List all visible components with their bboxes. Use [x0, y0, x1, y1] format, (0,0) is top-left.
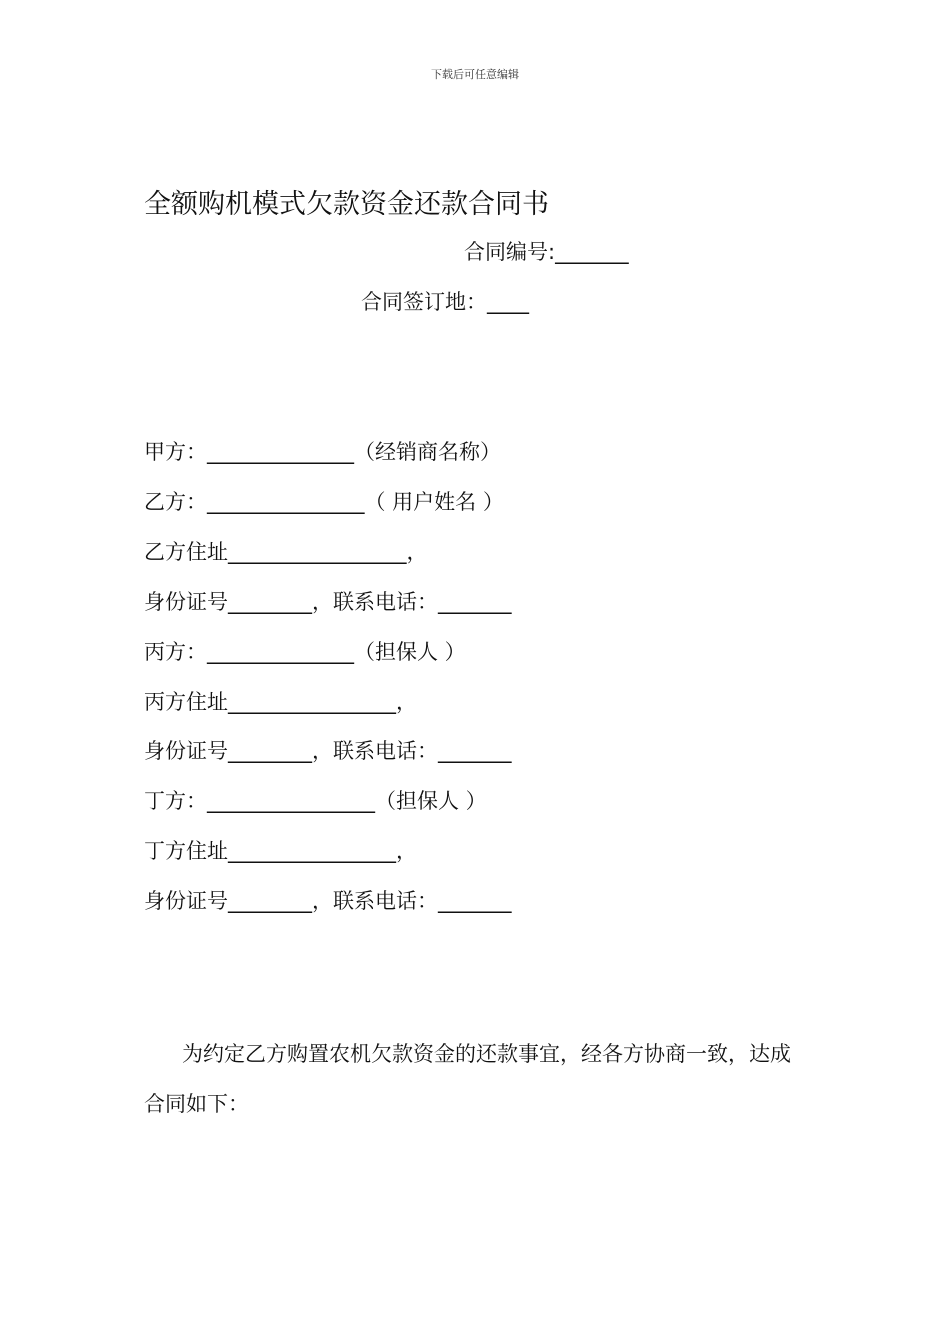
preamble-paragraph: 为约定乙方购置农机欠款资金的还款事宜，经各方协商一致，达成合同如下：	[144, 1042, 791, 1116]
document-title: 全额购机模式欠款资金还款合同书	[144, 189, 549, 220]
party-c-address-line: 丙方住址________________，	[144, 690, 417, 714]
contract-number: 合同编号:_______	[464, 240, 629, 264]
party-c-line: 丙方：______________（担保人 ）	[144, 640, 466, 664]
header-note: 下载后可任意编辑	[431, 68, 519, 81]
party-a-line: 甲方：______________（经销商名称）	[144, 440, 501, 464]
signing-place: 合同签订地：____	[361, 290, 529, 314]
party-d-address-line: 丁方住址________________，	[144, 839, 417, 863]
party-d-line: 丁方：________________（担保人 ）	[144, 789, 487, 813]
party-d-id-phone-line: 身份证号________，联系电话：_______	[144, 889, 512, 913]
party-b-id-phone-line: 身份证号________，联系电话：_______	[144, 590, 512, 614]
party-c-id-phone-line: 身份证号________，联系电话：_______	[144, 739, 512, 763]
party-b-line: 乙方：_______________（ 用户姓名 ）	[144, 490, 504, 514]
party-b-address-line: 乙方住址_________________，	[144, 540, 428, 564]
